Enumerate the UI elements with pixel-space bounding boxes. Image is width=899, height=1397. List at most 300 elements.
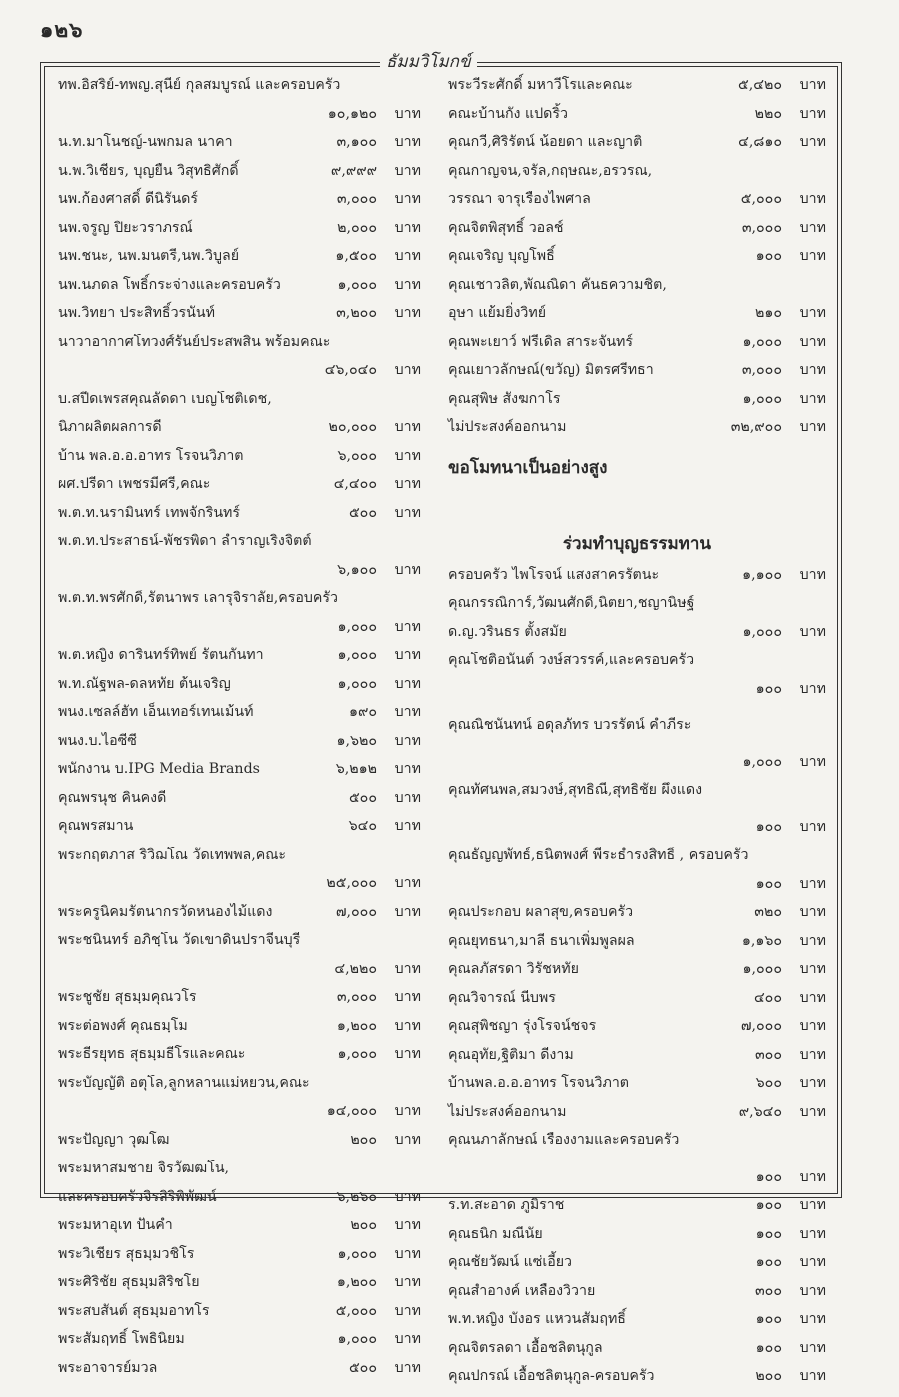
- donation-entry: [448, 1226, 826, 1255]
- donation-amount: ๓๐๐: [754, 1282, 782, 1299]
- currency-unit: บาท: [394, 105, 421, 122]
- donor-name: ด.ญ.วรินธร ตั้งสมัย: [448, 623, 567, 640]
- donation-amount: ๑,๐๐๐: [742, 753, 782, 770]
- donation-amount: ๖,๑๐๐: [337, 561, 377, 578]
- donation-entry: [448, 567, 826, 596]
- donation-entry: [448, 391, 826, 420]
- donor-name: พนง.เซลล์ฮัท เอ็นเทอร์เทนเม้นท์: [58, 704, 254, 720]
- donation-amount: ๑๐๐: [755, 1311, 782, 1327]
- donor-name: พระสบสันต์ สุธมฺมอาทโร: [58, 1302, 210, 1319]
- donation-entry: [448, 1075, 826, 1104]
- donor-name: นพ.จรูญ ปิยะวราภรณ์: [58, 219, 193, 236]
- donor-name: พ.ต.หญิง ดารินทร์ทิพย์ รัตนกันทา: [58, 647, 264, 663]
- spacer: [448, 811, 826, 819]
- donation-entry: [58, 932, 421, 961]
- donation-amount: ๒,๐๐๐: [337, 219, 377, 236]
- donation-entry: [448, 681, 826, 710]
- donation-entry: [448, 1283, 826, 1312]
- donation-entry: [448, 1368, 826, 1397]
- donation-entry: [58, 676, 421, 705]
- donation-amount: ๖,๒๖๐: [336, 1188, 377, 1205]
- donation-amount: ๒๑๐: [754, 305, 782, 321]
- donation-entry: [448, 782, 826, 811]
- currency-unit: บาท: [394, 618, 421, 635]
- donation-amount: ๑,๐๐๐: [337, 1245, 377, 1262]
- currency-unit: บาท: [799, 1311, 826, 1327]
- donation-amount: ๙,๙๙๙: [330, 162, 377, 179]
- donation-amount: ๔๖,๐๔๐: [324, 362, 377, 378]
- donation-amount: ๑๐๐: [755, 875, 782, 892]
- donation-entry: [448, 717, 826, 746]
- currency-unit: บาท: [394, 191, 421, 207]
- donor-name: บ.สปีดเพรสคุณลัดดา เบญโชติเดช,: [58, 390, 272, 407]
- currency-unit: บาท: [394, 1359, 421, 1376]
- currency-unit: บาท: [394, 761, 421, 777]
- donation-amount: ๔,๘๑๐: [738, 134, 782, 150]
- donation-entry: [448, 1047, 826, 1076]
- donation-amount: ๑๐๐: [755, 818, 782, 835]
- donation-amount: ๓๒,๙๐๐: [730, 419, 782, 435]
- currency-unit: บาท: [799, 219, 826, 236]
- donation-amount: ๒๐๐: [755, 1368, 782, 1384]
- currency-unit: บาท: [394, 732, 421, 749]
- donor-name: คุณเชาวลิต,พัณณิดา คันธความชิต,: [448, 276, 667, 293]
- donation-amount: ๑,๐๐๐: [742, 961, 782, 977]
- donor-name: ผศ.ปรีดา เพชรมีศรี,คณะ: [58, 476, 211, 492]
- donation-entry: [58, 1018, 421, 1047]
- donor-name: คุณพะเยาว์ ฟรีเดิล สาระจันทร์: [448, 333, 634, 350]
- donation-entry: [448, 904, 826, 933]
- currency-unit: บาท: [394, 789, 421, 806]
- currency-unit: บาท: [394, 1217, 421, 1233]
- donation-amount: ๑,๐๐๐: [742, 390, 782, 407]
- anumodana-heading: ขอโมทนาเป็นอย่างสูง: [448, 457, 608, 478]
- donation-entry: [58, 305, 421, 334]
- donor-name: คุณยุทธนา,มาลี ธนาเพิ่มพูลผล: [448, 932, 635, 949]
- currency-unit: บาท: [799, 1075, 826, 1091]
- donor-name: พระชนินทร์ อภิชฺโน วัดเขาดินปราจีนบุรี: [58, 932, 301, 948]
- donor-name: ไม่ประสงค์ออกนาม: [448, 1103, 567, 1120]
- currency-unit: บาท: [394, 447, 421, 464]
- donor-name: พนง.บ.ไอซีซี: [58, 732, 137, 749]
- currency-unit: บาท: [799, 680, 826, 697]
- donor-name: คุณเจริญ บุญโพธิ์: [448, 248, 555, 264]
- donation-amount: ๔,๒๒๐: [334, 960, 377, 977]
- donor-name: คุณจิตพิสุทธิ์ วอลช์: [448, 219, 564, 236]
- donor-name: พระมหาอุเท ปันคำ: [58, 1217, 173, 1233]
- currency-unit: บาท: [394, 875, 421, 891]
- donor-name: คุณวิจารณ์ นีบพร: [448, 989, 556, 1006]
- currency-unit: บาท: [799, 932, 826, 949]
- donation-amount: ๖๔๐: [348, 818, 377, 834]
- currency-unit: บาท: [799, 875, 826, 892]
- donation-entry: [58, 106, 421, 135]
- donation-entry: [448, 1018, 826, 1047]
- right-column: [448, 77, 826, 1397]
- donor-name: คุณกวี,ศิริรัตน์ น้อยดา และญาติ: [448, 134, 643, 150]
- donor-name: และครอบครัวจิรสิริพิพัฒน์: [58, 1188, 217, 1205]
- donor-name: ร.ท.สะอาด ภูมิราช: [448, 1197, 565, 1213]
- donor-name: พ.ต.ท.นรามินทร์ เทพจักรินทร์: [58, 504, 241, 521]
- donation-entry: [448, 77, 826, 106]
- donation-entry: [58, 1246, 421, 1275]
- currency-unit: บาท: [799, 989, 826, 1006]
- donation-amount: ๑,๐๐๐: [337, 647, 377, 663]
- currency-unit: บาท: [394, 818, 421, 834]
- donation-entry: [448, 191, 826, 220]
- spacer: [448, 709, 826, 717]
- currency-unit: บาท: [799, 134, 826, 150]
- donor-name: คุณอุทัย,ฐิติมา ดีงาม: [448, 1046, 574, 1063]
- donation-amount: ๒๐๐: [350, 1217, 377, 1233]
- donation-entry: [448, 248, 826, 277]
- currency-unit: บาท: [394, 1188, 421, 1205]
- donation-amount: ๓,๐๐๐: [336, 989, 377, 1005]
- donor-name: คุณโชติอนันต์ วงษ์สวรรค์,และครอบครัว: [448, 652, 695, 668]
- donor-name: พ.ท.หญิง บังอร แหวนสัมฤทธิ์: [448, 1311, 626, 1327]
- currency-unit: บาท: [799, 248, 826, 264]
- currency-unit: บาท: [799, 1103, 826, 1120]
- donor-name: พระบัญญัติ อตุโล,ลูกหลานแม่หยวน,คณะ: [58, 1074, 310, 1091]
- donor-name: นิภาผลิตผลการดี: [58, 419, 162, 435]
- donor-name: พ.ต.ท.ประสาธน์-พัชรพิดา ลำราญเริงจิตต์: [58, 533, 312, 549]
- donation-amount: ๒๐๐: [350, 1131, 377, 1148]
- donor-name: น.พ.วิเชียร, บุญยืน วิสุทธิศักดิ์: [58, 162, 239, 179]
- donation-entry: [58, 818, 421, 847]
- donor-name: คุณพรนุช คินคงดี: [58, 789, 167, 806]
- donor-name: คุณธัญญพัทธ์,ธนิตพงศ์ พีระธำรงสิทธิ์ , ครอบครัว: [448, 847, 749, 863]
- currency-unit: บาท: [799, 1368, 826, 1384]
- donation-entry: [448, 1169, 826, 1198]
- donation-amount: ๑๐๐: [755, 1225, 782, 1242]
- donation-entry: [58, 362, 421, 391]
- donation-entry: [58, 989, 421, 1018]
- donation-amount: ๑๐๐: [755, 1168, 782, 1185]
- donation-entry: [58, 704, 421, 733]
- donation-entry: [58, 1217, 421, 1246]
- currency-unit: บาท: [799, 818, 826, 835]
- donor-name: คุณชัยวัฒน์ แซ่เอี้ยว: [448, 1254, 573, 1270]
- donation-entry: [58, 790, 421, 819]
- donor-name: พระศิริชัย สุธมฺมสิริชโย: [58, 1274, 200, 1290]
- currency-unit: บาท: [394, 1103, 421, 1119]
- donation-entry: [448, 933, 826, 962]
- currency-unit: บาท: [394, 1245, 421, 1262]
- currency-unit: บาท: [799, 362, 826, 378]
- donation-entry: [58, 505, 421, 534]
- donor-name: พระธีรยุทธ สุธมฺมธีโรและคณะ: [58, 1046, 246, 1062]
- page-number: ๑๒๖: [40, 17, 84, 42]
- donor-name: พระมหาสมชาย จิรวัฒฒโน,: [58, 1160, 230, 1176]
- spacer: [448, 1161, 826, 1169]
- donor-name: คุณนภาลักษณ์ เรืองงามและครอบครัว: [448, 1132, 680, 1148]
- donation-entry: [448, 1254, 826, 1283]
- donation-entry: [448, 819, 826, 848]
- donation-entry: [58, 733, 421, 762]
- donor-name: นพ.ชนะ, นพ.มนตรี,นพ.วิบูลย์: [58, 248, 240, 264]
- spacer: [448, 746, 826, 754]
- currency-unit: บาท: [799, 1046, 826, 1063]
- donation-entry: [58, 1103, 421, 1132]
- donation-entry: [448, 876, 826, 905]
- donation-entry: [448, 1197, 826, 1226]
- currency-unit: บาท: [394, 1274, 421, 1290]
- donation-amount: ๕๐๐: [348, 789, 377, 806]
- donor-name: วรรณา จารุเรืองไพศาล: [448, 191, 591, 207]
- currency-unit: บาท: [394, 134, 421, 150]
- currency-unit: บาท: [394, 1302, 421, 1319]
- donor-name: พระชูชัย สุธมฺมคุณวโร: [58, 989, 197, 1005]
- currency-unit: บาท: [799, 390, 826, 407]
- currency-unit: บาท: [799, 1197, 826, 1213]
- currency-unit: บาท: [394, 162, 421, 179]
- currency-unit: บาท: [799, 305, 826, 321]
- currency-unit: บาท: [394, 504, 421, 521]
- currency-unit: บาท: [799, 77, 826, 93]
- donation-amount: ๒๐,๐๐๐: [328, 419, 377, 435]
- donation-entry: [58, 647, 421, 676]
- donation-amount: ๑,๖๒๐: [336, 732, 377, 749]
- donor-name: คุณกรรณิการ์,วัฒนศักดิ์,นิตยา,ชญานิษฐ์: [448, 595, 695, 611]
- donation-amount: ๑๙๐: [348, 704, 377, 720]
- currency-unit: บาท: [799, 1168, 826, 1185]
- donation-amount: ๓,๑๐๐: [336, 134, 377, 150]
- currency-unit: บาท: [799, 961, 826, 977]
- donor-name: ครอบครัว ไพโรจน์ แสงสาครรัตนะ: [448, 566, 660, 583]
- donor-name: ไม่ประสงค์ออกนาม: [448, 419, 567, 435]
- currency-unit: บาท: [799, 904, 826, 920]
- currency-unit: บาท: [394, 276, 421, 293]
- donation-amount: ๙,๖๔๐: [738, 1103, 782, 1120]
- donation-entry: [58, 533, 421, 562]
- donation-amount: ๑๐,๑๒๐: [327, 105, 377, 122]
- donation-amount: ๓,๐๐๐: [741, 219, 782, 236]
- donation-amount: ๓๐๐: [754, 1046, 782, 1063]
- donor-name: คุณสุพิชญา รุ่งโรจน์ชจร: [448, 1018, 597, 1034]
- donation-amount: ๔,๔๐๐: [333, 476, 377, 492]
- donation-entry: [58, 77, 421, 106]
- currency-unit: บาท: [799, 623, 826, 640]
- donor-name: คุณจิตรลดา เอื้อชลิตนุกูล: [448, 1339, 603, 1356]
- donation-entry: [58, 875, 421, 904]
- currency-unit: บาท: [394, 305, 421, 321]
- donation-amount: ๑,๐๐๐: [337, 675, 377, 692]
- donation-amount: ๑,๒๐๐: [336, 1017, 377, 1034]
- currency-unit: บาท: [394, 1017, 421, 1034]
- donation-amount: ๔๐๐: [753, 989, 782, 1006]
- donor-name: พระครูนิคมรัตนากรวัดหนองไม้แดง: [58, 903, 273, 920]
- currency-unit: บาท: [799, 1018, 826, 1034]
- donation-entry: [448, 624, 826, 653]
- donation-amount: ๕,๔๒๐: [738, 77, 782, 93]
- currency-unit: บาท: [799, 191, 826, 207]
- donation-amount: ๑,๐๐๐: [742, 623, 782, 640]
- donation-entry: [448, 362, 826, 391]
- donation-amount: ๕,๐๐๐: [740, 191, 782, 207]
- currency-unit: บาท: [394, 960, 421, 977]
- donation-amount: ๑๔,๐๐๐: [326, 1103, 377, 1119]
- donation-amount: ๖,๐๐๐: [337, 447, 377, 464]
- donor-name: นพ.ก้องศาสดิ์ ดีนิรันดร์: [58, 191, 199, 207]
- donation-entry: [58, 761, 421, 790]
- donation-amount: ๑,๐๐๐: [337, 1046, 377, 1062]
- currency-unit: บาท: [394, 647, 421, 663]
- donation-entry: [448, 220, 826, 249]
- donation-amount: ๓,๐๐๐: [741, 362, 782, 378]
- donation-entry: [58, 277, 421, 306]
- donor-name: พ.ต.ท.พรศักดิ์,รัตนาพร เลารุจิราลัย,ครอบครัว: [58, 590, 338, 606]
- section-heading: ร่วมทำบุญธรรมทาน: [562, 533, 712, 554]
- donation-amount: ๓,๒๐๐: [336, 305, 377, 321]
- donation-entry: [58, 961, 421, 990]
- currency-unit: บาท: [394, 989, 421, 1005]
- donor-name: คุณกาญจน,จรัล,กฤษณะ,อรวรณ,: [448, 162, 653, 179]
- donor-name: คุณประกอบ ผลาสุข,ครอบครัว: [448, 904, 634, 920]
- donation-entry: [58, 1274, 421, 1303]
- donation-entry: [58, 1075, 421, 1104]
- donor-name: นพ.วิทยา ประสิทธิ์วรนันท์: [58, 305, 215, 321]
- donation-amount: ๑๐๐: [755, 1254, 782, 1270]
- currency-unit: บาท: [799, 1339, 826, 1356]
- donation-amount: ๑๐๐: [755, 680, 782, 697]
- currency-unit: บาท: [394, 419, 421, 435]
- donation-entry: [58, 220, 421, 249]
- donation-amount: ๑,๒๐๐: [336, 1274, 377, 1290]
- donor-name: อุษา แย้มยิ่งวิทย์: [448, 305, 547, 321]
- currency-unit: บาท: [799, 1282, 826, 1299]
- donation-amount: ๑,๕๐๐: [335, 248, 377, 264]
- currency-unit: บาท: [394, 248, 421, 264]
- donor-name: คุณทัศนพล,สมวงษ์,สุทธิณี,สุทธิชัย ผึ้งแดง: [448, 782, 703, 798]
- donor-name: คุณสุพิษ สังฆกาโร: [448, 390, 561, 407]
- donation-amount: ๗,๐๐๐: [335, 903, 377, 920]
- donation-entry: [58, 1360, 421, 1389]
- donation-entry: [58, 448, 421, 477]
- currency-unit: บาท: [799, 419, 826, 435]
- currency-unit: บาท: [799, 1225, 826, 1242]
- donation-entry: [448, 847, 826, 876]
- donation-amount: ๑,๐๐๐: [337, 1331, 377, 1347]
- donation-amount: ๒๕,๐๐๐: [326, 875, 377, 891]
- donation-entry: [448, 419, 826, 448]
- donation-amount: ๑๐๐: [755, 248, 782, 264]
- donation-amount: ๒๒๐: [754, 105, 782, 122]
- donor-name: บ้าน พล.อ.อ.อาทร โรจนวิภาต: [58, 447, 244, 464]
- donation-entry: [448, 305, 826, 334]
- left-column: [58, 77, 421, 1388]
- donation-amount: ๑๐๐: [755, 1339, 782, 1356]
- donation-entry: [58, 1189, 421, 1218]
- donation-entry: [58, 163, 421, 192]
- donation-amount: ๕๐๐: [348, 504, 377, 521]
- donation-entry: [58, 562, 421, 591]
- currency-unit: บาท: [799, 753, 826, 770]
- donation-amount: ๑๐๐: [755, 1197, 782, 1213]
- donor-name: คุณเยาวลักษณ์(ขวัญ) มิตรศรีทธา: [448, 362, 654, 378]
- donor-name: คุณปกรณ์ เอื้อชลิตนุกูล-ครอบครัว: [448, 1368, 655, 1384]
- donor-name: คุณสำอางค์ เหลืองวิวาย: [448, 1282, 596, 1299]
- donor-name: คุณพรสมาน: [58, 818, 134, 834]
- donation-entry: [448, 1104, 826, 1133]
- donation-amount: ๑,๐๐๐: [337, 276, 377, 293]
- donor-name: พระสัมฤทธิ์ โพธินิยม: [58, 1331, 185, 1347]
- donation-entry: [448, 1311, 826, 1340]
- donation-entry: [448, 1132, 826, 1161]
- donation-entry: [448, 595, 826, 624]
- currency-unit: บาท: [394, 903, 421, 920]
- currency-unit: บาท: [394, 476, 421, 492]
- donor-name: พ.ท.ณัฐพล-ดลหทัย ต้นเจริญ: [58, 675, 231, 692]
- donation-entry: [58, 334, 421, 363]
- currency-unit: บาท: [799, 1254, 826, 1270]
- donation-amount: ๑,๑๖๐: [741, 932, 782, 949]
- donor-name: น.ท.มาโนชญ์-นพกมล นาคา: [58, 134, 233, 150]
- donation-entry: [448, 106, 826, 135]
- donor-name: คุณณิชนันทน์ อดุลภัทร บวรรัตน์ คำภีระ: [448, 717, 692, 733]
- donor-name: นพ.นภดล โพธิ์กระจ่างและครอบครัว: [58, 276, 281, 293]
- donation-amount: ๗,๐๐๐: [740, 1018, 782, 1034]
- donation-amount: ๑,๐๐๐: [742, 333, 782, 350]
- donation-entry: [58, 904, 421, 933]
- currency-unit: บาท: [394, 1331, 421, 1347]
- donation-entry: [58, 476, 421, 505]
- currency-unit: บาท: [799, 566, 826, 583]
- donation-amount: ๑,๑๐๐: [742, 566, 782, 583]
- donor-name: พระกฤตภาส ริวิฌโณ วัดเทพพล,คณะ: [58, 846, 287, 863]
- donation-entry: [58, 1331, 421, 1360]
- currency-unit: บาท: [394, 675, 421, 692]
- donation-amount: ๓๒๐: [754, 904, 782, 920]
- donation-entry: [58, 1132, 421, 1161]
- donation-entry: [58, 1160, 421, 1189]
- donor-name: พระวิเชียร สุธมฺมวชิโร: [58, 1245, 195, 1262]
- donor-name: พระต่อพงศ์ คุณธมฺโม: [58, 1017, 188, 1034]
- donation-entry: [58, 590, 421, 619]
- donor-name: คณะบ้านกัง แปดริ้ว: [448, 105, 568, 122]
- donor-name: ทพ.อิสริย์-ทพญ.สุนีย์ กุลสมบูรณ์ และครอบครัว: [58, 77, 341, 93]
- donation-entry: [58, 248, 421, 277]
- donation-amount: ๑,๐๐๐: [337, 618, 377, 635]
- donation-amount: ๕,๐๐๐: [335, 1302, 377, 1319]
- donation-amount: ๓,๐๐๐: [336, 191, 377, 207]
- donor-name: พนักงาน บ.IPG Media Brands: [58, 761, 260, 777]
- donor-name: พระอาจารย์มวล: [58, 1359, 158, 1376]
- donor-name: นาวาอากาศโทวงศ์รันย์ประสพสิน พร้อมคณะ: [58, 333, 331, 350]
- donor-name: คุณธนิก มณีนัย: [448, 1225, 543, 1242]
- donor-name: บ้านพล.อ.อ.อาทร โรจนวิภาต: [448, 1075, 630, 1091]
- currency-unit: บาท: [799, 333, 826, 350]
- donation-entry: [58, 619, 421, 648]
- donation-entry: [448, 1340, 826, 1369]
- donation-entry: [448, 163, 826, 192]
- currency-unit: บาท: [394, 704, 421, 720]
- donation-entry: [448, 334, 826, 363]
- donation-amount: ๕๐๐: [348, 1359, 377, 1376]
- donation-entry: [58, 134, 421, 163]
- currency-unit: บาท: [394, 219, 421, 236]
- donation-amount: ๖๐๐: [755, 1075, 782, 1091]
- donation-entry: [58, 1046, 421, 1075]
- donation-amount: ๖,๒๑๒: [335, 761, 377, 777]
- currency-unit: บาท: [394, 561, 421, 578]
- donation-entry: [448, 134, 826, 163]
- donation-entry: [58, 191, 421, 220]
- donation-entry: [448, 754, 826, 783]
- donation-entry: [448, 652, 826, 681]
- donor-name: คุณลภัสรดา วิรัชหทัย: [448, 961, 579, 977]
- currency-unit: บาท: [394, 1131, 421, 1148]
- donor-name: พระปัญญา วุฒโฒ: [58, 1131, 170, 1148]
